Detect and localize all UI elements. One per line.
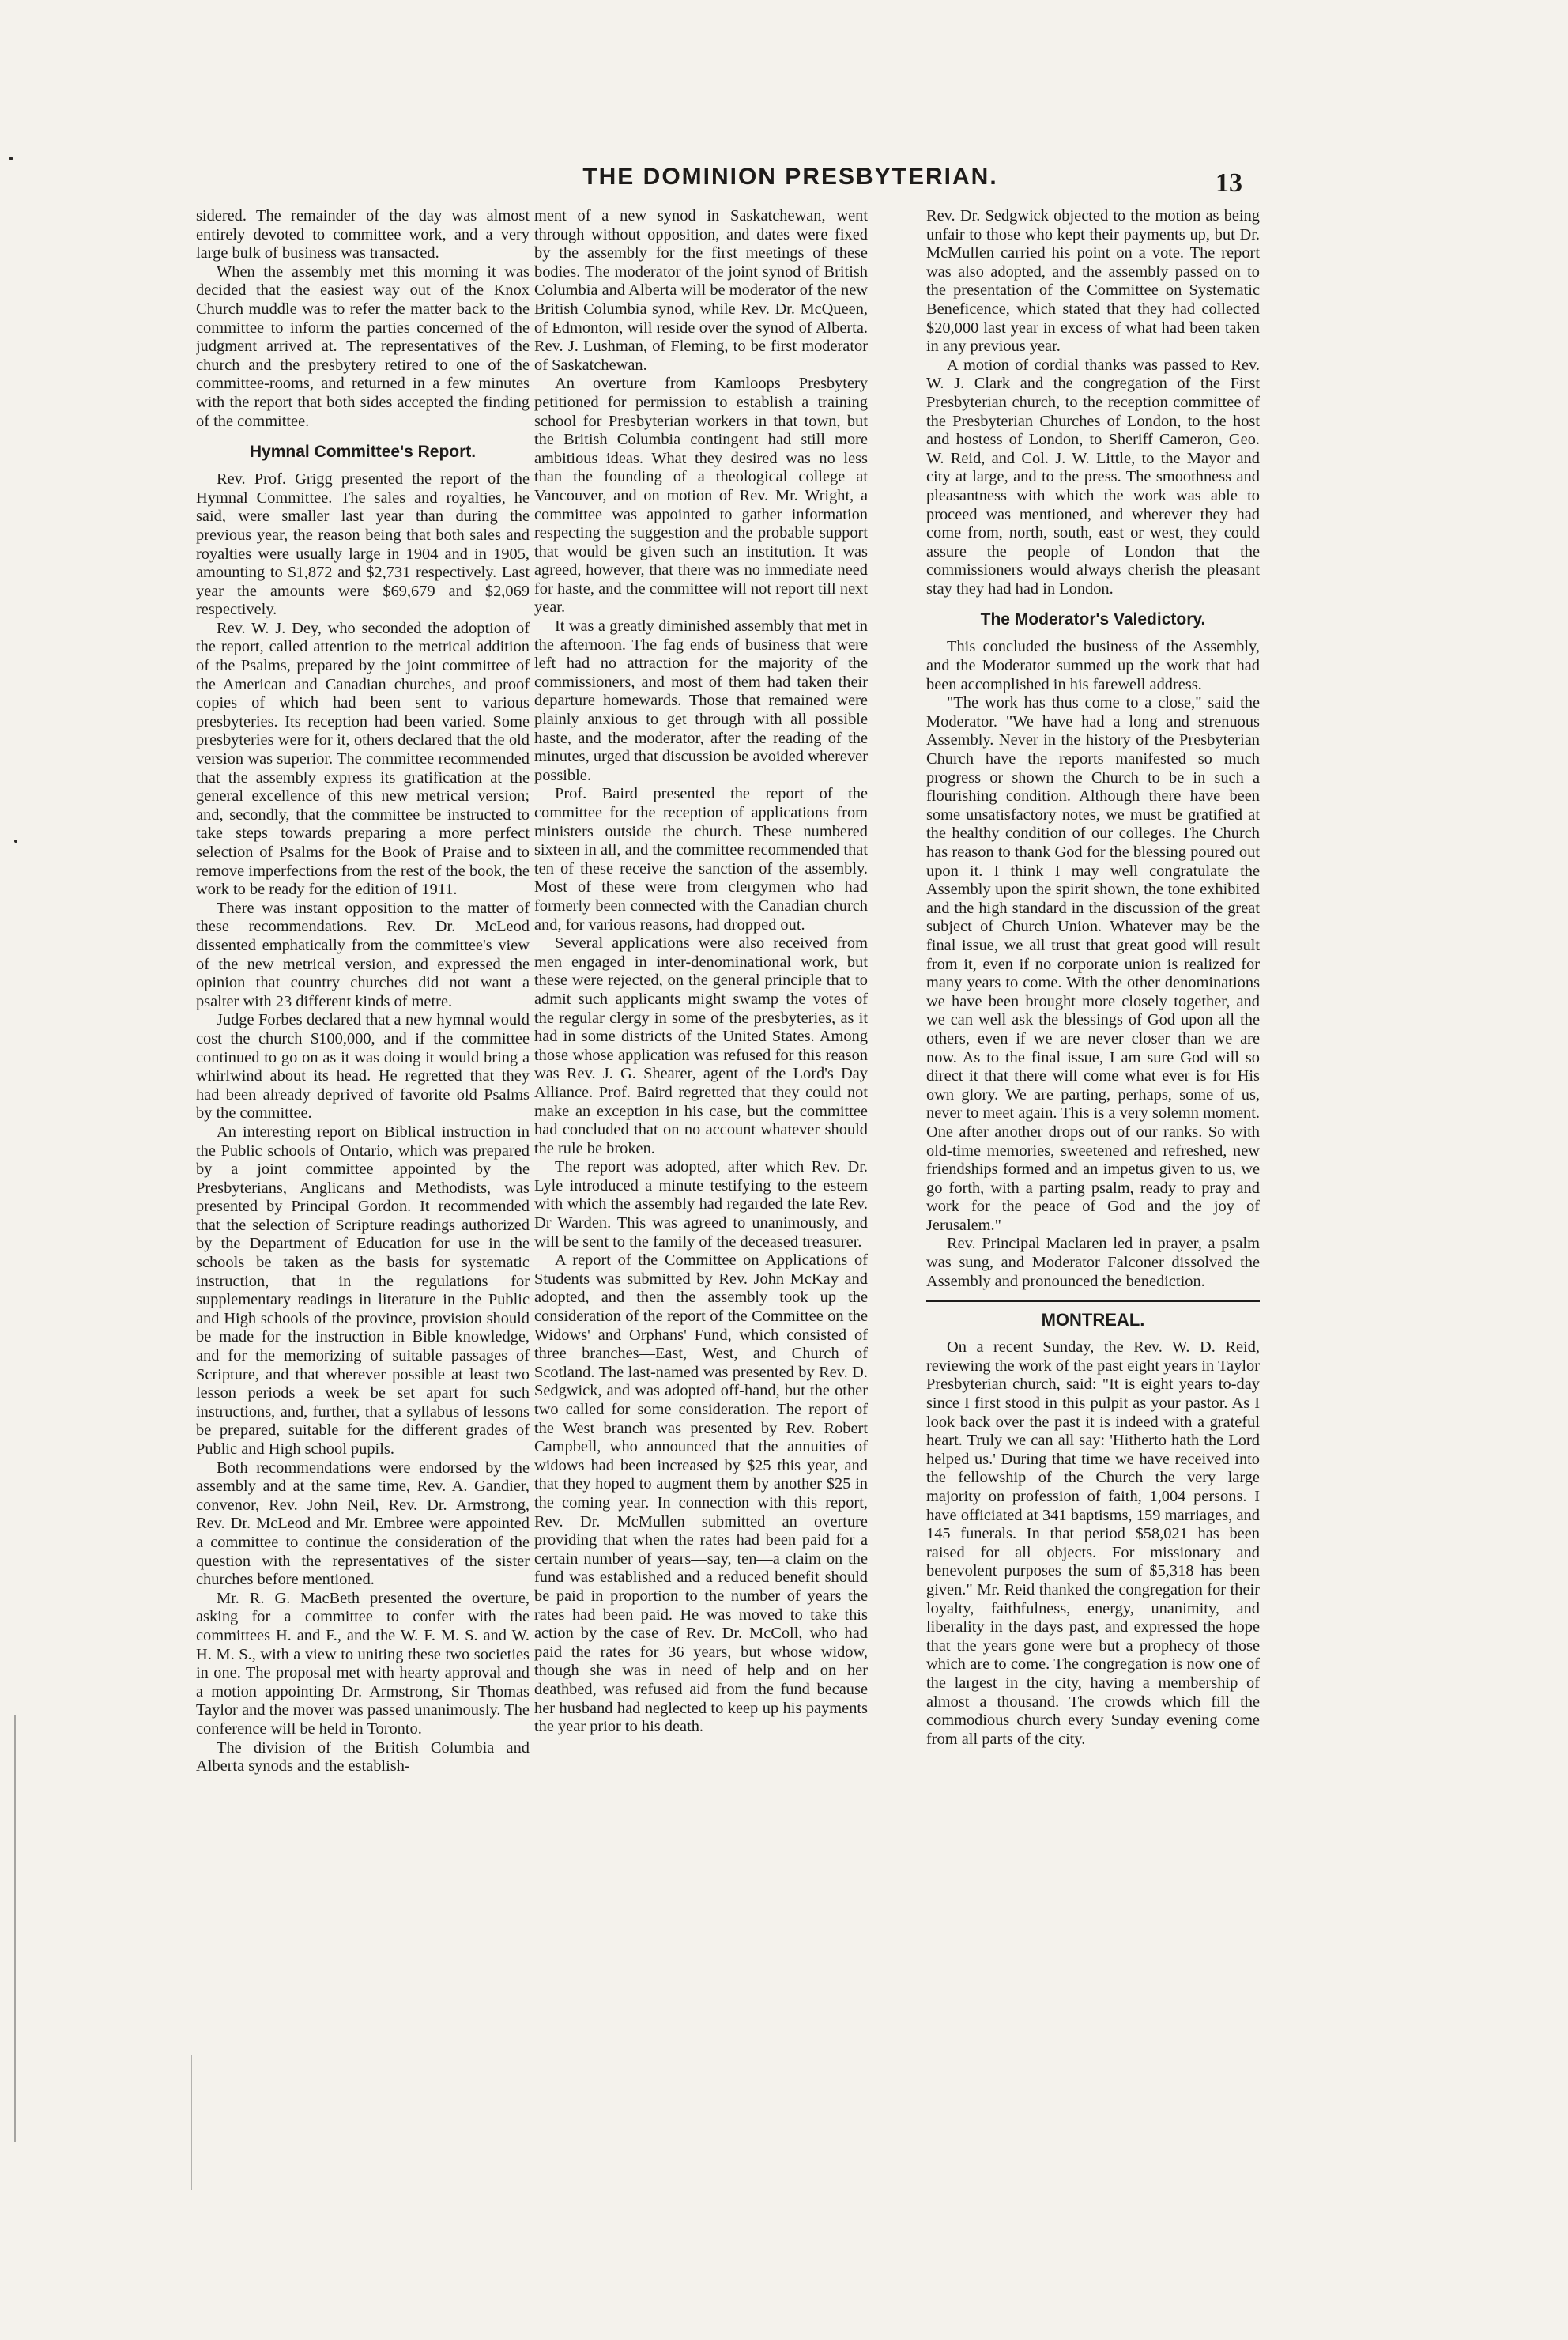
section-heading: MONTREAL.	[926, 1300, 1260, 1330]
paragraph: There was instant opposition to the matter of these recommendations. Rev. Dr. McLeod dissented emphatically from the committee's view of the new metrical version, and expressed the opinion that country churches did not want a psalter with 23 different kinds of metre.	[196, 899, 530, 1010]
paragraph: A report of the Committee on Applications of Students was submitted by Rev. John McKay and adopted, and then the assembly took up the consideration of the report of the Committee on the Widows' and Orphans' Fund, which consisted of three branches—East, West, and Church of Scotland. The last-named was presented by Rev. D. Sedgwick, and was adopted off-hand, but the other two called for some consideration. The report of the West branch was presented by Rev. Robert Campbell, who announced that the annuities of widows had been increased by $25 this year, and that they hoped to augment them by another $25 in the coming year. In connection with this report, Rev. Dr. McMullen submitted an overture providing that when the rates had been paid for a certain number of years—say, ten—a claim on the fund was established and a reduced benefit should be paid in proportion to the number of years the rates had been paid. He was moved to take this action by the case of Rev. Dr. McColl, who had paid the rates for 36 years, but whose widow, though she was in need of help and on her deathbed, was refused aid from the fund because her husband had neglected to keep up his payments the year prior to his death.	[534, 1251, 868, 1736]
paragraph: On a recent Sunday, the Rev. W. D. Reid, reviewing the work of the past eight years in Taylor Presbyterian church, said: "It is eight years to-day since I first stood in this pulpit as your pastor. As I look back over the past it is indeed with a grateful heart. Truly we can all say: 'Hitherto hath the Lord helped us.' During that time we have received into the fellowship of the Church the very large majority on profession of faith, 1,004 persons. I have officiated at 341 baptisms, 159 marriages, and 145 funerals. In that period $58,021 has been raised for all objects. For missionary and benevolent purposes the sum of $5,318 has been given." Mr. Reid thanked the congregation for their loyalty, faithfulness, energy, unanimity, and liberality in the days past, and expressed the hope that the years gone were but a prophecy of those which are to come. The congregation is now one of the largest in the city, having a membership of almost a thousand. The crowds which fill the commodious church every Sunday evening come from all parts of the city.	[926, 1338, 1260, 1748]
paragraph: Mr. R. G. MacBeth presented the overture, asking for a committee to confer with the committees H. and F., and the W. F. M. S. and W. H. M. S., with a view to uniting these two societies in one. The proposal met with hearty approval and a motion appointing Dr. Armstrong, Sir Thomas Taylor and the mover was passed unanimously. The conference will be held in Toronto.	[196, 1589, 530, 1738]
paragraph: Rev. Dr. Sedgwick objected to the motion as being unfair to those who kept their payments up, but Dr. McMullen carried his point on a vote. The report was also adopted, and the assembly passed on to the presentation of the Committee on Systematic Beneficence, which stated that they had collected $20,000 last year in excess of what had been taken in any previous year.	[926, 207, 1260, 356]
paragraph: "The work has thus come to a close," said the Moderator. "We have had a long and strenuous Assembly. Never in the history of the Presbyterian Church have the reports manifested so much progress or shown the Church to be in such a flourishing condition. Although there have been some unsatisfactory notes, we must be gratified at the healthy condition of our colleges. The Church has reason to thank God for the blessing poured out upon it. I think I may well congratulate the Assembly upon the spirit shown, the tone exhibited and the high standard in the discussion of the great subject of Church Union. Whatever may be the final issue, we all trust that great good will result from it, even if no corporate union is realized for many years to come. With the other denominations we have been brought more closely together, and we can well ask the blessings of God upon all the others, even if we are never closer than we are now. As to the final issue, I am sure God will so direct it that there will come what ever is for His own glory. We are parting, perhaps, some of us, never to meet again. This is a very solemn moment. One after another drops out of our ranks. So with old-time memories, sweetened and refreshed, new friendships formed and an impetus given to us, we go forth, with a parting psalm, ready to pray and work for the peace of God and the joy of Jerusalem."	[926, 694, 1260, 1234]
paragraph: This concluded the business of the Assembly, and the Moderator summed up the work that had been accomplished in his farewell address.	[926, 638, 1260, 693]
text-column-3	[926, 207, 1260, 2255]
paragraph: Both recommendations were endorsed by the assembly and at the same time, Rev. A. Gandier, convenor, Rev. John Neil, Rev. Dr. Armstrong, Rev. Dr. McLeod and Mr. Embree were appointed a committee to continue the consideration of the question with the representatives of the sister churches before mentioned.	[196, 1459, 530, 1589]
section-heading: The Moderator's Valedictory.	[980, 610, 1206, 629]
paragraph: The division of the British Columbia and Alberta synods and the establish-	[196, 1738, 530, 1776]
page-number: 13	[1216, 168, 1242, 198]
paragraph: Several applications were also received from men engaged in inter-denominational work, but these were rejected, on the general principle that to admit such applicants might swamp the votes of the regular clergy in some of the presbyteries, as it had in some districts of the United States. Among those whose application was refused for this reason was Rev. J. G. Shearer, agent of the Lord's Day Alliance. Prof. Baird regretted that they could not make an exception in his case, but the committee had concluded that on no account whatever should the rule be broken.	[534, 934, 868, 1157]
paragraph: An interesting report on Biblical instruction in the Public schools of Ontario, which was prepared by a joint committee appointed by the Presbyterians, Anglicans and Methodists, was presented by Principal Gordon. It recommended that the selection of Scripture readings authorized by the Department of Education for use in the schools be taken as the basis for systematic instruction, that in the regulations for supplementary readings in literature in the Public and High schools of the province, provision should be made for the instruction in Bible knowledge, and for the memorizing of suitable passages of Scripture, and that wherever possible at least two lesson periods a week be set apart for such instructions, and, further, that a syllabus of lessons be prepared, suitable for the different grades of Public and High school pupils.	[196, 1123, 530, 1458]
paragraph: Rev. W. J. Dey, who seconded the adoption of the report, called attention to the metrical addition of the Psalms, prepared by the joint committee of the American and Canadian churches, and proof copies of which had been sent to various presbyteries. Its reception had been varied. Some presbyteries were for it, others declared that the old version was superior. The committee recommended that the assembly express its gratification at the general excellence of this new metrical version; and, secondly, that the committee be instructed to take steps towards preparing a more perfect selection of Psalms for the Book of Praise and to remove imperfections from the rest of the book, the work to be ready for the edition of 1911.	[196, 619, 530, 899]
paragraph: It was a greatly diminished assembly that met in the afternoon. The fag ends of business that were left had no attraction for the majority of the commissioners, and most of them had taken their departure homewards. Those that remained were plainly anxious to get through with all possible haste, and the moderator, after the reading of the minutes, urged that discussion be avoided wherever possible.	[534, 617, 868, 784]
paragraph: Prof. Baird presented the report of the committee for the reception of applications from ministers outside the church. These numbered sixteen in all, and the committee recommended that ten of these receive the sanction of the assembly. Most of these were from clergymen who had formerly been connected with the Canadian church and, for various reasons, had dropped out.	[534, 785, 868, 934]
paragraph: sidered. The remainder of the day was almost entirely devoted to committee work, and a very large bulk of business was transacted.	[196, 207, 530, 262]
text-column-1	[196, 207, 530, 2255]
scan-speck	[14, 840, 17, 843]
page-title: THE DOMINION PRESBYTERIAN.	[582, 164, 998, 190]
paragraph: A motion of cordial thanks was passed to Rev. W. J. Clark and the congregation of the First Presbyterian church, to the reception committee of the Presbyterian Churches of London, to the host and hostess of London, to Sheriff Cameron, Geo. W. Reid, and Col. J. W. Little, to the Mayor and city at large, and to the press. The smoothness and pleasantness with which the work was able to proceed was mentioned, and wherever they had come from, north, south, east or west, they could assure the people of London that the commissioners would always cherish the pleasant stay they had had in London.	[926, 356, 1260, 598]
binding-edge-line	[14, 1715, 16, 2142]
column-edge-line	[191, 2055, 192, 2190]
paragraph: When the assembly met this morning it was decided that the easiest way out of the Knox Church muddle was to refer the matter back to the committee to inform the parties concerned of the judgment arrived at. The representatives of the church and the presbytery retired to one of the committee-rooms, and returned in a few minutes with the report that both sides accepted the finding of the committee.	[196, 262, 530, 430]
text-column-2	[534, 207, 868, 2255]
paragraph: Rev. Prof. Grigg presented the report of the Hymnal Committee. The sales and royalties, he said, were smaller last year than during the previous year, the reason being that both sales and royalties were usually large in 1904 and in 1905, amounting to $1,872 and $2,731 respectively. Last year the amounts were $69,679 and $2,069 respectively.	[196, 470, 530, 619]
paragraph: ment of a new synod in Saskatchewan, went through without opposition, and dates were fixed by the assembly for the first meetings of these bodies. The moderator of the joint synod of British Columbia and Alberta will be moderator of the new British Columbia synod, while Rev. Dr. McQueen, of Edmonton, will reside over the synod of Alberta. Rev. J. Lushman, of Fleming, to be first moderator of Saskatchewan.	[534, 207, 868, 374]
scan-speck	[9, 157, 13, 160]
paragraph: Rev. Principal Maclaren led in prayer, a psalm was sung, and Moderator Falconer dissolved the Assembly and pronounced the benediction.	[926, 1235, 1260, 1290]
section-heading: Hymnal Committee's Report.	[249, 443, 477, 462]
paragraph: An overture from Kamloops Presbytery petitioned for permission to establish a training school for Presbyterian workers in that town, but the British Columbia contingent had still more ambitious ideas. What they desired was no less than the founding of a theological college at Vancouver, and on motion of Rev. Mr. Wright, a committee was appointed to gather information respecting the suggestion and the probable support that would be given such an institution. It was agreed, however, that there was no immediate need for haste, and the committee will not report till next year.	[534, 375, 868, 617]
paragraph: The report was adopted, after which Rev. Dr. Lyle introduced a minute testifying to the esteem with which the assembly had regarded the late Rev. Dr Warden. This was agreed to unanimously, and will be sent to the family of the deceased treasurer.	[534, 1158, 868, 1251]
paragraph: Judge Forbes declared that a new hymnal would cost the church $100,000, and if the committee continued to go on as it was doing it would bring a whirlwind about its head. He regretted that they had been already deprived of favorite old Psalms by the committee.	[196, 1011, 530, 1123]
